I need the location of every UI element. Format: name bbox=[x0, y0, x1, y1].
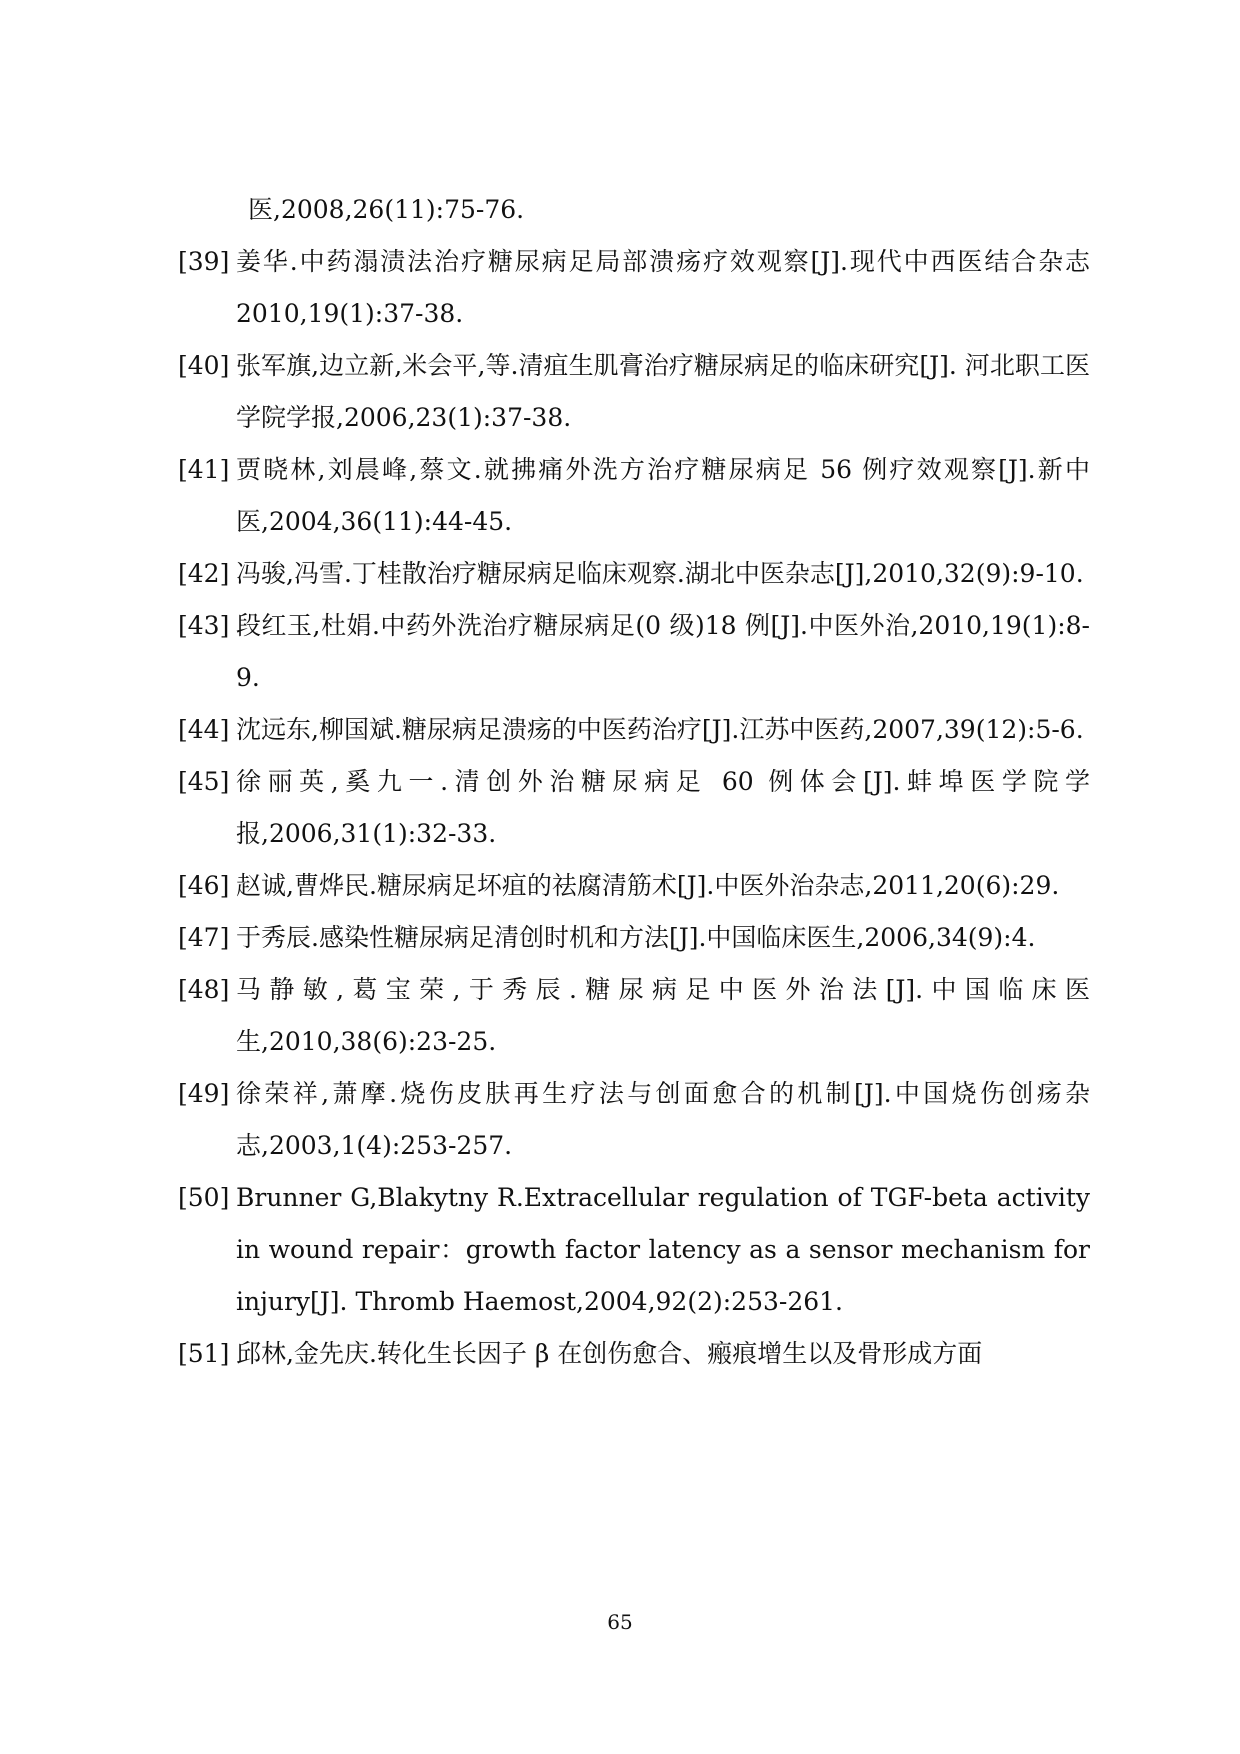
reference-continuation: 医,2008,26(11):75-76. bbox=[248, 195, 525, 224]
reference-number: [41] bbox=[178, 455, 230, 484]
reference-text: 张军旗,边立新,米会平,等.清疽生肌膏治疗糖尿病足的临床研究[J]. 河北职工医学院学报,2006,23(1):37-38. bbox=[236, 351, 1090, 432]
reference-text: 马静敏,葛宝荣,于秀辰.糖尿病足中医外治法[J].中国临床医生,2010,38(6):23-25. bbox=[236, 975, 1090, 1056]
reference-text: 冯骏,冯雪.丁桂散治疗糖尿病足临床观察.湖北中医杂志[J],2010,32(9):9-10. bbox=[236, 559, 1084, 588]
reference-text: 于秀辰.感染性糖尿病足清创时机和方法[J].中国临床医生,2006,34(9):4. bbox=[236, 923, 1036, 952]
reference-number: [45] bbox=[178, 767, 230, 796]
reference-item bbox=[178, 1068, 1090, 1172]
page-number: 65 bbox=[607, 1610, 633, 1634]
reference-text: 贾晓林,刘晨峰,蔡文.就拂痛外洗方治疗糖尿病足 56 例疗效观察[J].新中医,2004,36(11):44-45. bbox=[236, 455, 1090, 536]
reference-item bbox=[178, 912, 1090, 964]
reference-number: [42] bbox=[178, 559, 230, 588]
reference-item bbox=[178, 1328, 1090, 1380]
reference-text: 段红玉,杜娟.中药外洗治疗糖尿病足(0 级)18 例[J].中医外治,2010,19(1):8-9. bbox=[236, 611, 1090, 692]
reference-number: [49] bbox=[178, 1079, 230, 1108]
reference-item bbox=[178, 340, 1090, 444]
reference-number: [47] bbox=[178, 923, 230, 952]
reference-item bbox=[178, 236, 1090, 340]
reference-text: 赵诚,曹烨民.糖尿病足坏疽的祛腐清筋术[J].中医外治杂志,2011,20(6):29. bbox=[236, 871, 1060, 900]
reference-item bbox=[178, 444, 1090, 548]
reference-item bbox=[178, 756, 1090, 860]
reference-item bbox=[178, 860, 1090, 912]
reference-item bbox=[178, 548, 1090, 600]
reference-text: 姜华.中药溻渍法治疗糖尿病足局部溃疡疗效观察[J].现代中西医结合杂志 2010,19(1):37-38. bbox=[236, 247, 1090, 328]
reference-text: 沈远东,柳国斌.糖尿病足溃疡的中医药治疗[J].江苏中医药,2007,39(12):5-6. bbox=[236, 715, 1084, 744]
reference-number: [51] bbox=[178, 1339, 230, 1368]
reference-text: 徐丽英,奚九一.清创外治糖尿病足 60 例体会[J].蚌埠医学院学报,2006,31(1):32-33. bbox=[236, 767, 1090, 848]
reference-number: [40] bbox=[178, 351, 230, 380]
reference-item bbox=[178, 600, 1090, 704]
reference-number: [50] bbox=[178, 1183, 230, 1212]
reference-number: [46] bbox=[178, 871, 230, 900]
reference-number: [43] bbox=[178, 611, 230, 640]
reference-text: 徐荣祥,萧摩.烧伤皮肤再生疗法与创面愈合的机制[J].中国烧伤创疡杂志,2003,1(4):253-257. bbox=[236, 1079, 1090, 1160]
reference-number: [44] bbox=[178, 715, 230, 744]
reference-text: 邱林,金先庆.转化生长因子 β 在创伤愈合、瘢痕增生以及骨形成方面 bbox=[236, 1339, 983, 1368]
reference-number: [39] bbox=[178, 247, 230, 276]
reference-item bbox=[178, 1172, 1090, 1328]
reference-text: Brunner G,Blakytny R.Extracellular regulation of TGF-beta activity in wound repair：growth factor latency as a sensor mechanism for injury[J]. Thromb Haemost,2004,92(2):253-261. bbox=[236, 1183, 1090, 1316]
reference-item bbox=[178, 964, 1090, 1068]
reference-number: [48] bbox=[178, 975, 230, 1004]
reference-list bbox=[178, 184, 1090, 1380]
reference-item bbox=[178, 704, 1090, 756]
